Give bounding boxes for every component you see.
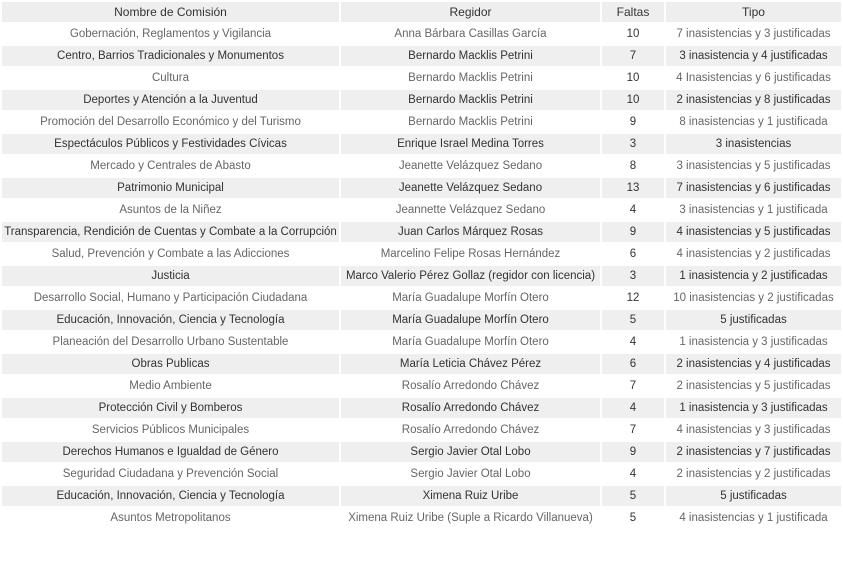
table-row [2, 464, 841, 484]
header-tipo: Tipo [666, 2, 841, 22]
cell-comision: Mercado y Centrales de Abasto [2, 156, 339, 176]
cell-comision: Salud, Prevención y Combate a las Adicciones [2, 244, 339, 264]
cell-comision: Educación, Innovación, Ciencia y Tecnología [2, 486, 339, 506]
table-row [2, 420, 841, 440]
cell-regidor: Bernardo Macklis Petrini [341, 68, 600, 88]
cell-regidor: Marco Valerio Pérez Gollaz (regidor con licencia) [341, 266, 600, 286]
cell-tipo: 3 inasistencias y 5 justificadas [666, 156, 841, 176]
cell-faltas: 7 [602, 376, 664, 396]
table-row [2, 178, 841, 198]
table-row [2, 354, 841, 374]
cell-faltas: 12 [602, 288, 664, 308]
cell-regidor: Jeannette Velázquez Sedano [341, 200, 600, 220]
cell-comision: Espectáculos Públicos y Festividades Cívicas [2, 134, 339, 154]
cell-tipo: 4 Inasistencias y 6 justificadas [666, 68, 841, 88]
cell-tipo: 4 inasistencias y 5 justificadas [666, 222, 841, 242]
cell-faltas: 4 [602, 332, 664, 352]
cell-faltas: 4 [602, 464, 664, 484]
cell-regidor: Marcelino Felipe Rosas Hernández [341, 244, 600, 264]
header-comision: Nombre de Comisión [2, 2, 339, 22]
cell-faltas: 5 [602, 508, 664, 528]
cell-regidor: María Guadalupe Morfín Otero [341, 310, 600, 330]
cell-regidor: María Guadalupe Morfín Otero [341, 332, 600, 352]
cell-comision: Patrimonio Municipal [2, 178, 339, 198]
cell-comision: Planeación del Desarrollo Urbano Sustentable [2, 332, 339, 352]
cell-comision: Asuntos de la Niñez [2, 200, 339, 220]
table-row [2, 90, 841, 110]
table-row [2, 46, 841, 66]
cell-faltas: 3 [602, 266, 664, 286]
cell-regidor: Rosalío Arredondo Chávez [341, 376, 600, 396]
cell-tipo: 4 inasistencias y 3 justificadas [666, 420, 841, 440]
table-row [2, 24, 841, 44]
cell-regidor: Jeanette Velázquez Sedano [341, 156, 600, 176]
table-header [2, 2, 841, 22]
cell-comision: Gobernación, Reglamentos y Vigilancia [2, 24, 339, 44]
cell-comision: Justicia [2, 266, 339, 286]
table-row [2, 200, 841, 220]
table-row [2, 134, 841, 154]
cell-faltas: 7 [602, 420, 664, 440]
cell-tipo: 7 inasistencias y 6 justificadas [666, 178, 841, 198]
cell-regidor: María Guadalupe Morfín Otero [341, 288, 600, 308]
table-row [2, 486, 841, 506]
cell-comision: Medio Ambiente [2, 376, 339, 396]
cell-faltas: 9 [602, 442, 664, 462]
cell-regidor: María Leticia Chávez Pérez [341, 354, 600, 374]
cell-tipo: 5 justificadas [666, 310, 841, 330]
cell-tipo: 10 inasistencias y 2 justificadas [666, 288, 841, 308]
cell-tipo: 3 inasistencias [666, 134, 841, 154]
cell-regidor: Ximena Ruiz Uribe (Suple a Ricardo Villanueva) [341, 508, 600, 528]
table-row [2, 310, 841, 330]
header-row [2, 2, 841, 22]
cell-faltas: 9 [602, 222, 664, 242]
cell-faltas: 10 [602, 90, 664, 110]
cell-tipo: 2 inasistencias y 4 justificadas [666, 354, 841, 374]
cell-regidor: Rosalío Arredondo Chávez [341, 420, 600, 440]
table-row [2, 222, 841, 242]
cell-regidor: Rosalío Arredondo Chávez [341, 398, 600, 418]
table-row [2, 288, 841, 308]
cell-regidor: Sergio Javier Otal Lobo [341, 464, 600, 484]
cell-faltas: 5 [602, 486, 664, 506]
cell-faltas: 10 [602, 24, 664, 44]
cell-faltas: 4 [602, 200, 664, 220]
cell-faltas: 10 [602, 68, 664, 88]
cell-comision: Servicios Públicos Municipales [2, 420, 339, 440]
cell-comision: Seguridad Ciudadana y Prevención Social [2, 464, 339, 484]
cell-comision: Deportes y Atención a la Juventud [2, 90, 339, 110]
cell-comision: Transparencia, Rendición de Cuentas y Combate a la Corrupción [2, 222, 339, 242]
cell-comision: Derechos Humanos e Igualdad de Género [2, 442, 339, 462]
cell-tipo: 4 inasistencias y 2 justificadas [666, 244, 841, 264]
cell-comision: Protección Civil y Bomberos [2, 398, 339, 418]
cell-comision: Educación, Innovación, Ciencia y Tecnología [2, 310, 339, 330]
table-row [2, 442, 841, 462]
cell-regidor: Bernardo Macklis Petrini [341, 46, 600, 66]
cell-tipo: 5 justificadas [666, 486, 841, 506]
cell-faltas: 13 [602, 178, 664, 198]
cell-regidor: Jeanette Velázquez Sedano [341, 178, 600, 198]
table-row [2, 68, 841, 88]
cell-tipo: 1 inasistencia y 2 justificadas [666, 266, 841, 286]
cell-faltas: 7 [602, 46, 664, 66]
cell-tipo: 1 inasistencia y 3 justificadas [666, 398, 841, 418]
cell-faltas: 6 [602, 354, 664, 374]
table-row [2, 508, 841, 528]
cell-tipo: 2 inasistencias y 7 justificadas [666, 442, 841, 462]
cell-faltas: 4 [602, 398, 664, 418]
cell-faltas: 3 [602, 134, 664, 154]
cell-tipo: 2 inasistencias y 8 justificadas [666, 90, 841, 110]
cell-tipo: 3 inasistencias y 1 justificada [666, 200, 841, 220]
cell-regidor: Ximena Ruiz Uribe [341, 486, 600, 506]
cell-tipo: 4 inasistencias y 1 justificada [666, 508, 841, 528]
cell-regidor: Bernardo Macklis Petrini [341, 112, 600, 132]
cell-tipo: 2 inasistencias y 2 justificadas [666, 464, 841, 484]
cell-faltas: 9 [602, 112, 664, 132]
cell-comision: Promoción del Desarrollo Económico y del Turismo [2, 112, 339, 132]
cell-comision: Desarrollo Social, Humano y Participación Ciudadana [2, 288, 339, 308]
table-row [2, 266, 841, 286]
cell-comision: Asuntos Metropolitanos [2, 508, 339, 528]
cell-faltas: 8 [602, 156, 664, 176]
table-row [2, 156, 841, 176]
cell-regidor: Enrique Israel Medina Torres [341, 134, 600, 154]
table-row [2, 112, 841, 132]
cell-regidor: Anna Bárbara Casillas García [341, 24, 600, 44]
table-row [2, 376, 841, 396]
cell-regidor: Juan Carlos Márquez Rosas [341, 222, 600, 242]
cell-regidor: Sergio Javier Otal Lobo [341, 442, 600, 462]
cell-tipo: 2 inasistencias y 5 justificadas [666, 376, 841, 396]
cell-tipo: 1 inasistencia y 3 justificadas [666, 332, 841, 352]
header-regidor: Regidor [341, 2, 600, 22]
cell-regidor: Bernardo Macklis Petrini [341, 90, 600, 110]
cell-faltas: 6 [602, 244, 664, 264]
header-faltas: Faltas [602, 2, 664, 22]
table-row [2, 244, 841, 264]
cell-tipo: 7 inasistencias y 3 justificadas [666, 24, 841, 44]
cell-comision: Cultura [2, 68, 339, 88]
cell-faltas: 5 [602, 310, 664, 330]
cell-tipo: 8 inasistencias y 1 justificada [666, 112, 841, 132]
table-row [2, 332, 841, 352]
cell-comision: Obras Publicas [2, 354, 339, 374]
cell-comision: Centro, Barrios Tradicionales y Monumentos [2, 46, 339, 66]
table-body [2, 24, 841, 528]
cell-tipo: 3 inasistencia y 4 justificadas [666, 46, 841, 66]
table-row [2, 398, 841, 418]
